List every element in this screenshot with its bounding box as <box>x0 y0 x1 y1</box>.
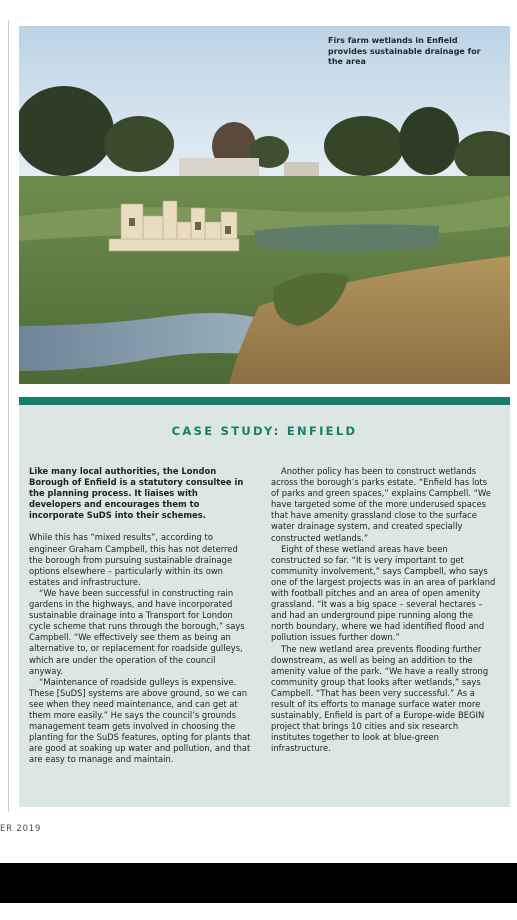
lede-paragraph: Like many local authorities, the London Borough of Enfield is a statutory consultee in the planning process. It liaises with developers and encourages them to incorporate SuDS into their schemes. <box>29 466 244 521</box>
body-paragraph: While this has “mixed results”, according to engineer Graham Campbell, this has not deterred the borough from pursuing sustainable drainage options elsewhere – particularly within its own estates and infrastructure. <box>29 532 238 587</box>
footer-date: ER 2019 <box>0 824 42 834</box>
margin-rule <box>8 20 9 812</box>
body-paragraph: Another policy has been to construct wetlands across the borough’s parks estate. “Enfield has lots of parks and green spaces,” explains Campbell. “We have targeted some of the more underused spaces that have amenity grassland close to the surface water drainage system, and created specially constructed wetlands.” <box>271 466 491 543</box>
left-column <box>29 466 251 765</box>
body-paragraph: The new wetland area prevents flooding further downstream, as well as being an addition to the amenity value of the park. “We have a really strong community group that looks after wetlands,” says Campbell. “That has been very successful.” As a result of its efforts to manage surface water more sustainably, Enfield is part of a Europe-wide BEGIN project that brings 10 cities and six research institutes together to look at blue-green infrastructure. <box>271 643 489 754</box>
case-study-box <box>19 405 510 807</box>
body-paragraph: Eight of these wetland areas have been constructed so far. “It is very important to get community involvement,” says Campbell, who says one of the largest projects was in an area of parkland with football pitches and an area of open amenity grassland. “It was a big space – several hectares – and had an underground pipe running along the north boundary, where we had identified flood and pollution issues further down.” <box>271 543 496 643</box>
wetland-illustration <box>19 26 510 384</box>
bottom-black-band <box>0 863 517 903</box>
right-column <box>271 466 497 754</box>
body-paragraph: “Maintenance of roadside gulleys is expensive. These [SuDS] systems are above ground, so we can see when they need maintenance, and can get at them more easily.” He says the council’s grounds management team gets involved in choosing the planting for the SuDS features, opting for plants that are good at soaking up water and pollution, and that are easy to manage and maintain. <box>29 676 251 765</box>
body-paragraph: “We have been successful in constructing rain gardens in the highways, and have incorporated sustainable drainage into a Transport for London cycle scheme that runs through the borough,” says Campbell. “We effectively see them as being an alternative to, or replacement for roadside gulleys, which are under the operation of the council anyway. <box>29 587 245 676</box>
wetland-photo <box>19 26 510 384</box>
section-divider-bar <box>19 397 510 405</box>
case-study-title: CASE STUDY: ENFIELD <box>171 424 358 438</box>
photo-caption: Firs farm wetlands in Enfield provides sustainable drainage for the area <box>328 36 481 66</box>
